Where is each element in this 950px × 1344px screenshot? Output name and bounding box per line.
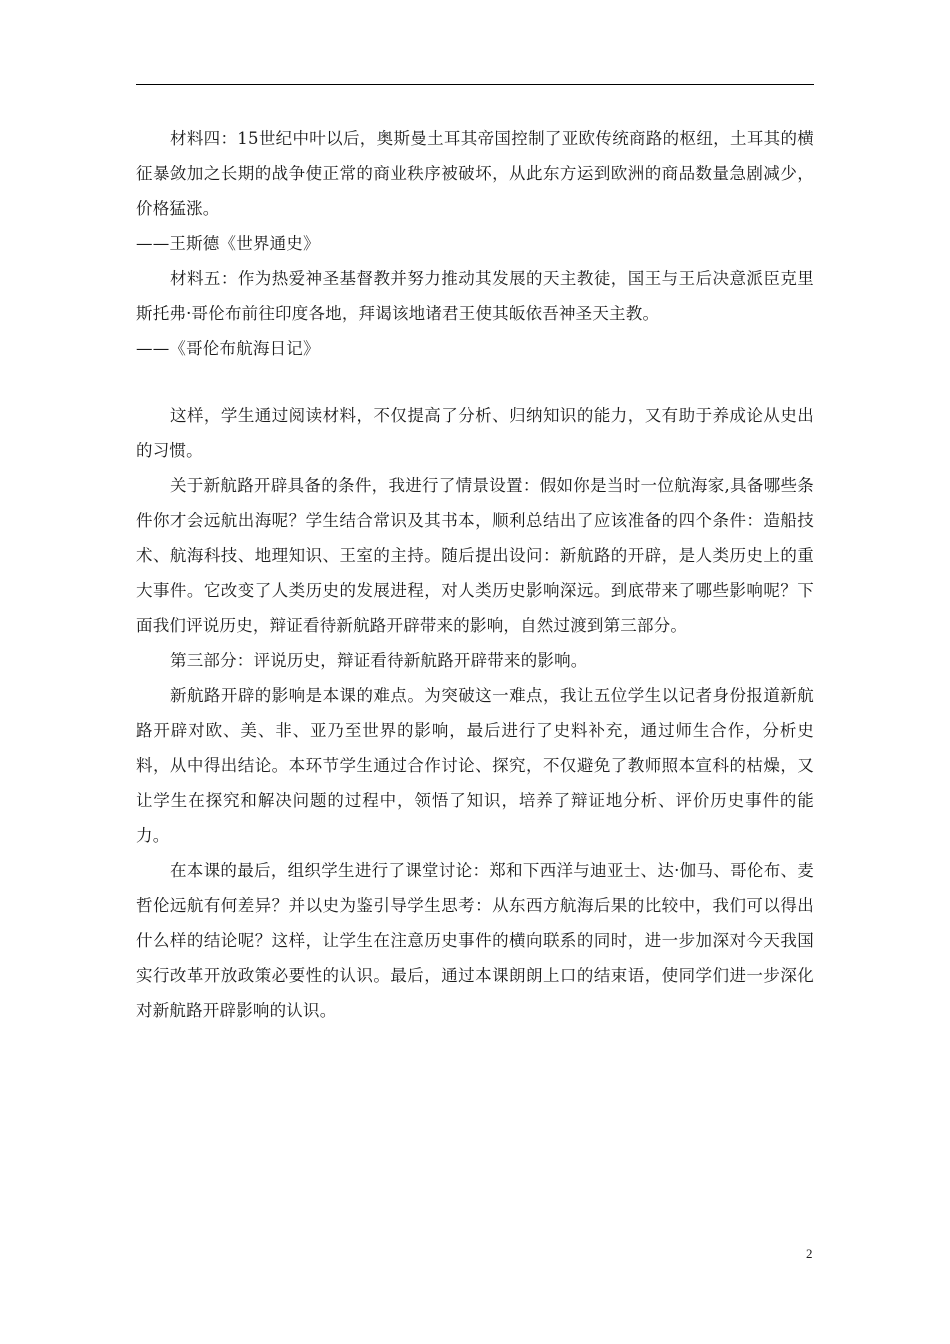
body-block [136, 398, 814, 1028]
paragraph-influence: 新航路开辟的影响是本课的难点。为突破这一难点，我让五位学生以记者身份报道新航路开辟对欧、美、非、亚乃至世界的影响，最后进行了史料补充，通过师生合作，分析史料，从中得出结论。本环节学生通过合作讨论、探究，不仅避免了教师照本宣科的枯燥，又让学生在探究和解决问题的过程中，领悟了知识，培养了辩证地分析、评价历史事件的能力。 [136, 686, 814, 845]
material-four-text: 材料四：15世纪中叶以后，奥斯曼土耳其帝国控制了亚欧传统商路的枢纽，土耳其的横征暴敛加之长期的战争使正常的商业秩序被破坏，从此东方运到欧洲的商品数量急剧减少，价格猛涨。 [136, 129, 814, 218]
paragraph-part-three-heading: 第三部分：评说历史，辩证看待新航路开辟带来的影响。 [170, 651, 588, 670]
page-number: 2 [806, 1246, 813, 1261]
material-five-text: 材料五：作为热爱神圣基督教并努力推动其发展的天主教徒，国王与王后决意派臣克里斯托弗·哥伦布前往印度各地，拜谒该地诸君王使其皈依吾神圣天主教。 [136, 269, 814, 323]
header-rule [136, 84, 814, 85]
material-four-source: ——王斯德《世界通史》 [136, 234, 320, 253]
paragraph-conditions: 关于新航路开辟具备的条件，我进行了情景设置：假如你是当时一位航海家,具备哪些条件你才会远航出海呢？学生结合常识及其书本，顺利总结出了应该准备的四个条件：造船技术、航海科技、地理知识、王室的主持。随后提出设问：新航路的开辟，是人类历史上的重大事件。它改变了人类历史的发展进程，对人类历史影响深远。到底带来了哪些影响呢？下面我们评说历史，辩证看待新航路开辟带来的影响，自然过渡到第三部分。 [136, 476, 814, 635]
paragraph-conclusion: 在本课的最后，组织学生进行了课堂讨论：郑和下西洋与迪亚士、达·伽马、哥伦布、麦哲伦远航有何差异？并以史为鉴引导学生思考：从东西方航海后果的比较中，我们可以得出什么样的结论呢？这样，让学生在注意历史事件的横向联系的同时，进一步加深对今天我国实行改革开放政策必要性的认识。最后，通过本课朗朗上口的结束语，使同学们进一步深化对新航路开辟影响的认识。 [136, 861, 814, 1020]
paragraph-summary: 这样，学生通过阅读材料，不仅提高了分析、归纳知识的能力，又有助于养成论从史出的习惯。 [136, 406, 814, 460]
materials-block [136, 121, 814, 366]
material-five-source: ——《哥伦布航海日记》 [136, 339, 320, 358]
